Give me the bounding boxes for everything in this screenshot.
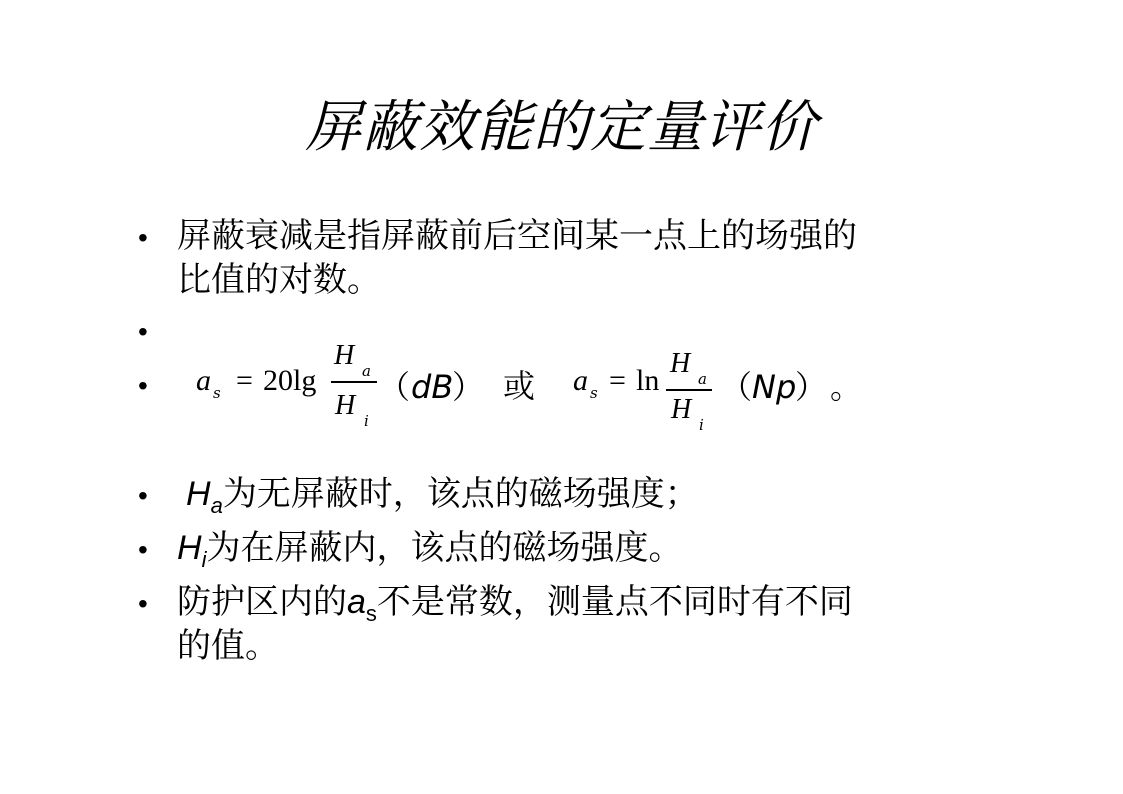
bullet-6-symbol: a xyxy=(347,583,366,621)
formula2-lhs-var: a xyxy=(573,364,588,397)
formula-lhs-sub: s xyxy=(213,384,221,402)
bullet-1-line-1: 屏蔽衰减是指屏蔽前后空间某一点上的场强的 xyxy=(177,216,857,256)
bullet-5-symbol: H xyxy=(177,529,202,567)
formula-num-sub: a xyxy=(362,362,371,380)
formula2-lhs-sub: s xyxy=(590,384,598,402)
formula-lhs-var: a xyxy=(196,364,211,397)
bullet-5-text: 为在屏蔽内，该点的磁场强度。 xyxy=(206,528,683,568)
bullet-4-subscript: a xyxy=(210,493,223,518)
formula2-num-sub: a xyxy=(698,370,707,388)
bullet-6-prefix: 防护区内的 xyxy=(177,582,347,622)
unit-2-close: ） xyxy=(795,368,828,406)
formula-den-sub: i xyxy=(364,412,369,430)
formula2-den-sub: i xyxy=(699,416,704,434)
bullet-marker: • xyxy=(138,588,148,619)
bullet-5-subscript: i xyxy=(201,547,207,572)
formula-equals: = xyxy=(236,364,253,397)
unit-1-open: （ xyxy=(378,368,411,406)
unit-1-close: ） xyxy=(452,368,485,406)
bullet-1-line-2: 比值的对数。 xyxy=(177,260,381,300)
bullet-marker: • xyxy=(138,534,148,565)
bullet-4-text: 为无屏蔽时，该点的磁场强度； xyxy=(222,474,699,514)
bullet-6-subscript: s xyxy=(365,601,377,626)
fraction-bar-2 xyxy=(666,389,712,391)
bullet-4 xyxy=(186,472,699,528)
bullet-4-symbol: H xyxy=(186,475,211,513)
bullet-marker: • xyxy=(138,316,148,347)
formula2-num-var: H xyxy=(670,348,691,379)
formula2-equals: = xyxy=(609,364,626,397)
formula-20lg: 20lg xyxy=(263,364,317,397)
bullet-6-line-2: 的值。 xyxy=(177,626,279,666)
bullet-6-suffix: 不是常数，测量点不同时有不同 xyxy=(376,582,853,622)
or-word: 或 xyxy=(503,367,536,405)
formula-num-var: H xyxy=(334,340,355,371)
formula2-ln: ln xyxy=(636,364,660,397)
unit-2: Np xyxy=(752,368,797,406)
unit-2-open: （ xyxy=(720,368,753,406)
bullet-5 xyxy=(177,526,682,582)
unit-1: dB xyxy=(411,368,454,406)
bullet-marker: • xyxy=(138,222,148,253)
bullet-marker: • xyxy=(138,370,148,401)
formula-period: 。 xyxy=(830,368,863,406)
formula-den-var: H xyxy=(335,390,356,421)
bullet-marker: • xyxy=(138,480,148,511)
formula2-den-var: H xyxy=(671,394,692,425)
slide-title: 屏蔽效能的定量评价 xyxy=(305,95,818,160)
fraction-bar xyxy=(331,381,377,383)
